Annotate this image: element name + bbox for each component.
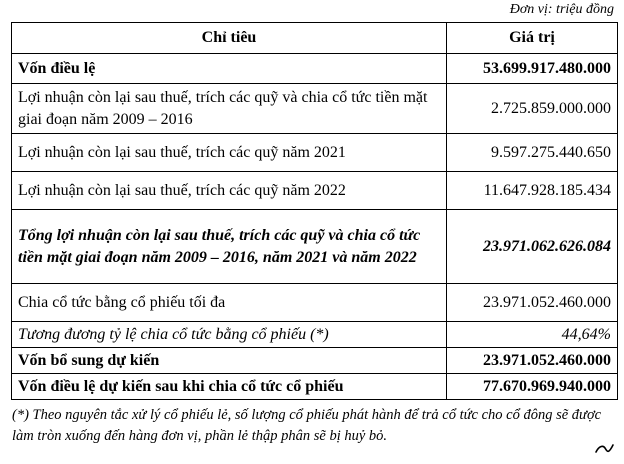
table-row bbox=[12, 348, 618, 374]
table-row bbox=[12, 374, 618, 400]
row-value: 53.699.917.480.000 bbox=[447, 54, 618, 84]
financial-table bbox=[11, 22, 618, 400]
footnote: (*) Theo nguyên tắc xử lý cổ phiếu lẻ, số lượng cổ phiếu phát hành để trả cổ tức cho cổ đông sẽ được làm tròn xuống đến hàng đơn vị, phần lẻ thập phân sẽ bị huỷ bỏ. bbox=[12, 407, 602, 444]
row-value: 2.725.859.000.000 bbox=[447, 84, 618, 134]
row-value: 23.971.052.460.000 bbox=[447, 348, 618, 374]
row-value: 77.670.969.940.000 bbox=[447, 374, 618, 400]
table-row bbox=[12, 84, 618, 134]
unit-note: Đơn vị: triệu đồng bbox=[509, 2, 614, 17]
row-value: 11.647.928.185.434 bbox=[447, 172, 618, 210]
handwritten-mark-icon bbox=[594, 442, 616, 458]
table-row bbox=[12, 172, 618, 210]
table-row bbox=[12, 322, 618, 348]
table-row-total bbox=[12, 210, 618, 284]
row-label: Tổng lợi nhuận còn lại sau thuế, trích các quỹ và chia cổ tức tiền mặt giai đoạn năm 2009 – 2016, năm 2021 và năm 2022 bbox=[12, 210, 447, 284]
header-value: Giá trị bbox=[447, 23, 618, 54]
row-label: Tương đương tỷ lệ chia cổ tức bằng cổ phiếu (*) bbox=[12, 322, 447, 348]
row-label: Lợi nhuận còn lại sau thuế, trích các quỹ năm 2022 bbox=[12, 172, 447, 210]
row-value: 44,64% bbox=[447, 322, 618, 348]
table-row bbox=[12, 54, 618, 84]
row-label: Vốn điều lệ dự kiến sau khi chia cổ tức cổ phiếu bbox=[12, 374, 447, 400]
row-label: Lợi nhuận còn lại sau thuế, trích các quỹ và chia cổ tức tiền mặt giai đoạn năm 2009 – 2016 bbox=[12, 84, 447, 134]
table-header-row bbox=[12, 23, 618, 54]
row-value: 23.971.052.460.000 bbox=[447, 284, 618, 322]
header-indicator: Chỉ tiêu bbox=[12, 23, 447, 54]
table-row bbox=[12, 134, 618, 172]
row-value: 23.971.062.626.084 bbox=[447, 210, 618, 284]
row-label: Chia cổ tức bằng cổ phiếu tối đa bbox=[12, 284, 447, 322]
row-value: 9.597.275.440.650 bbox=[447, 134, 618, 172]
row-label: Vốn bổ sung dự kiến bbox=[12, 348, 447, 374]
row-label: Lợi nhuận còn lại sau thuế, trích các quỹ năm 2021 bbox=[12, 134, 447, 172]
table-row bbox=[12, 284, 618, 322]
row-label: Vốn điều lệ bbox=[12, 54, 447, 84]
